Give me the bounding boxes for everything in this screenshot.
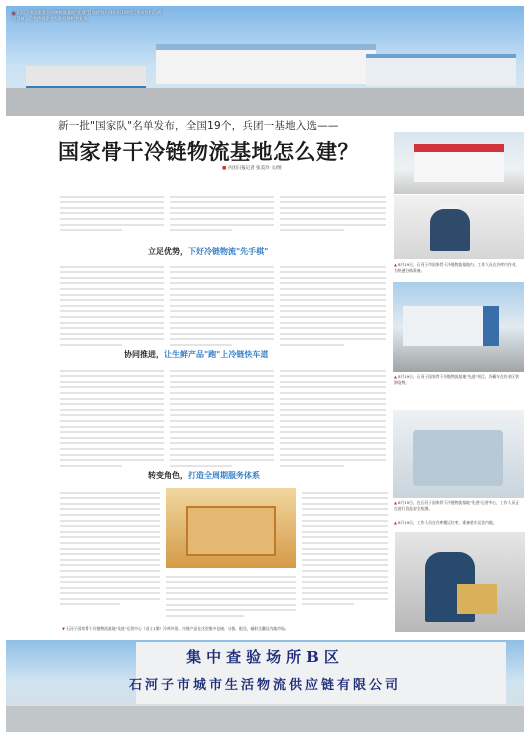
photo-refrigerated-truck [393, 282, 524, 372]
intro-column-2 [170, 192, 274, 231]
caption-marker-icon: ▲ [394, 374, 397, 379]
parked-trucks [26, 66, 146, 90]
caption-right-2: ▲ 8月19日，石河子国家骨干冷链物流基地"先进"项目，冷藏车在作业区装卸货物。 [394, 374, 519, 385]
photo-worker [394, 195, 524, 259]
building-sign-line1: 集中查验场所B区 [186, 648, 344, 666]
section2-column-3 [280, 366, 386, 467]
section2-column-2 [170, 366, 274, 467]
photo-cold-storage-hall [394, 132, 524, 194]
photo-food-safety-lab [393, 410, 524, 498]
caption-marker-icon: ▼ [62, 626, 65, 631]
caption-marker-icon: ▲ [394, 262, 397, 267]
building-sign-line2: 石河子市城市生活物流供应链有限公司 [128, 678, 401, 693]
caption-right-3: ▲ 8月19日，在石河子国家骨干冷链物流基地"先进"运营中心，工作人员正在进行食品安全检测。 [394, 500, 519, 511]
warehouse-building [156, 44, 376, 84]
hero-caption: ▲ 石河子市国家骨干冷链物流基地"先进"目前将第八师年内1期项目建成投用，截至目前，已有冷链企业入驻开展相关业务。 [12, 10, 162, 22]
hero-photo [6, 6, 524, 116]
caption-marker-icon: ▲ [12, 10, 16, 15]
section-title-3: 转变角色，打造全周期服务体系 [148, 471, 260, 480]
section1-column-3 [280, 262, 386, 346]
section1-column-2 [170, 262, 274, 346]
intro-column-3 [280, 192, 386, 231]
section3-column-1 [60, 488, 160, 605]
road [6, 88, 524, 116]
section-title-1: 立足优势，下好冷链物流"先手棋" [148, 247, 269, 256]
section1-column-1 [60, 262, 164, 346]
section2-column-1 [60, 366, 164, 467]
photo-worker-carrying-box [395, 532, 525, 632]
ground [6, 706, 524, 732]
intro-column-1 [60, 192, 164, 231]
section3-column-3 [302, 488, 388, 605]
section3-column-2 [166, 572, 296, 617]
warehouse-building-secondary [366, 54, 516, 86]
byline-marker-icon: ■ [222, 166, 227, 171]
caption-right-4: ▲ 8月19日，工作人员在冷库搬运红枣，准备装车运往内地。 [394, 520, 497, 525]
caption-marker-icon: ▲ [394, 500, 397, 505]
bottom-photo [6, 640, 524, 732]
caption-marker-icon: ▲ [394, 520, 397, 525]
bottom-caption: ▼ 石河子国家骨干冷链物流基地"先进"运营中心（双土1期）冷库外景。冷链产品在这里集中仓储、分拣、配送，辐射全疆及内地市场。 [62, 626, 289, 631]
caption-right-1: ▲ 8月19日，石河子市国家骨干冷链物流基地内，工作人员在冷库内作业，为快速分拣准备。 [394, 262, 520, 273]
headline-kicker: 新一批"国家队"名单发布，全国19个，兵团一基地入选—— [58, 120, 339, 132]
byline: ■ 兵团日报记者 张美玲 文/图 [222, 166, 282, 171]
headline-title: 国家骨干冷链物流基地怎么建？ [58, 139, 359, 164]
section-title-2: 协同推进，让生鲜产品"跑"上冷链快车道 [124, 350, 269, 359]
photo-red-dates-boxes [166, 488, 296, 568]
